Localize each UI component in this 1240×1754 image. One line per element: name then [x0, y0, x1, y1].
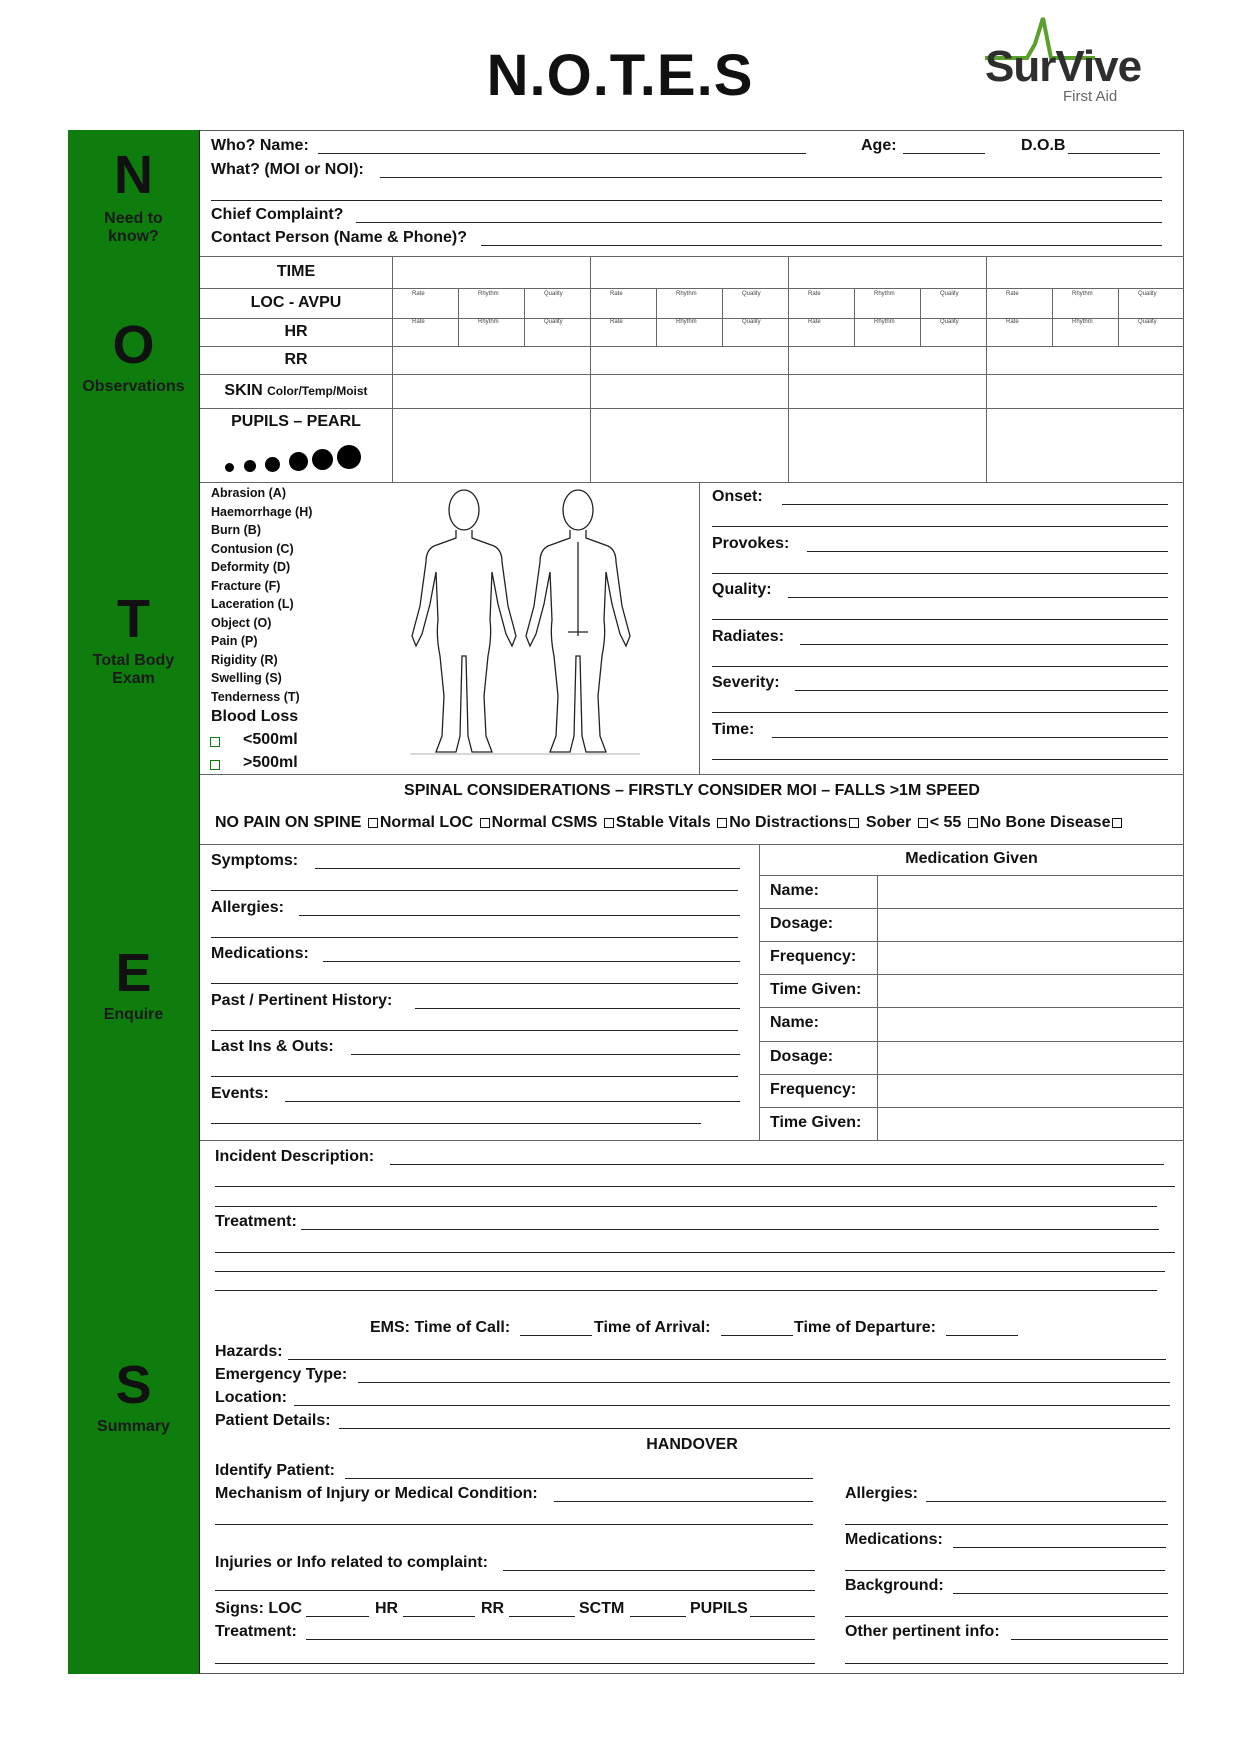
spinal-stable-vitals-checkbox[interactable] — [717, 818, 727, 828]
medication-row-input[interactable] — [878, 1075, 1183, 1106]
spinal-under-55-checkbox[interactable] — [968, 818, 978, 828]
medication-row-input[interactable] — [878, 876, 1183, 907]
ems-departure-label: Time of Departure: — [794, 1319, 936, 1336]
enquire-field-label: Events: — [211, 1084, 269, 1102]
ems-arrival-input[interactable] — [721, 1335, 793, 1336]
medication-row-input[interactable] — [878, 975, 1183, 1006]
handover-title: HANDOVER — [646, 1436, 738, 1453]
ems-arrival-label: Time of Arrival: — [594, 1319, 711, 1336]
incident-input-line3[interactable] — [215, 1206, 1157, 1207]
medication-row-label: Time Given: — [770, 981, 862, 999]
opqrst-label: Severity: — [712, 674, 780, 691]
enquire-field-input[interactable] — [299, 915, 740, 916]
grid-line — [699, 482, 700, 774]
handover-background-input[interactable] — [953, 1593, 1168, 1594]
opqrst-input-line2[interactable] — [712, 619, 1168, 620]
injury-legend-item: Pain (P) — [211, 634, 258, 648]
medication-row-label: Dosage: — [770, 1047, 834, 1065]
enquire-field-label: Symptoms: — [211, 852, 299, 869]
grid-line — [200, 408, 1184, 409]
location-label: Location: — [215, 1389, 287, 1406]
rr-rate-sublabel: Rate — [808, 319, 821, 325]
patient-details-label: Patient Details: — [215, 1412, 331, 1429]
incident-input[interactable] — [390, 1164, 1164, 1165]
patient-details-input[interactable] — [339, 1428, 1170, 1429]
injury-legend-item: Deformity (D) — [211, 560, 291, 574]
spinal-no-distractions-checkbox[interactable] — [849, 818, 859, 828]
pupil-size-dot — [337, 445, 361, 469]
handover-medications-label: Medications: — [845, 1531, 943, 1548]
enquire-field-input[interactable] — [415, 1008, 740, 1009]
pupil-size-dot — [244, 460, 256, 472]
injury-legend-item: Laceration (L) — [211, 597, 294, 611]
page-title: N.O.T.E.S — [486, 43, 754, 108]
opqrst-label: Onset: — [712, 488, 763, 505]
grid-line — [656, 288, 657, 346]
treatment-label: Treatment: — [215, 1213, 297, 1230]
signs-loc-input[interactable] — [306, 1616, 369, 1617]
signs-rr-input[interactable] — [509, 1616, 575, 1617]
hr-rhythm-sublabel: Rhythm — [1072, 291, 1093, 297]
injuries-info-input[interactable] — [503, 1570, 815, 1571]
mechanism-label: Mechanism of Injury or Medical Condition: — [215, 1485, 538, 1502]
section-t-letter: T — [117, 589, 150, 649]
spinal-title: SPINAL CONSIDERATIONS – FIRSTLY CONSIDER MOI – FALLS >1M SPEED — [404, 782, 980, 799]
spinal-opt-label: No Bone Disease — [979, 814, 1111, 831]
dob-label: D.O.B — [1021, 137, 1066, 154]
signs-pupils-input[interactable] — [750, 1616, 815, 1617]
section-e-band — [68, 844, 200, 1140]
medication-row-label: Time Given: — [770, 1113, 862, 1131]
enquire-field-input-line2[interactable] — [211, 1123, 701, 1124]
signs-rr-label: RR — [481, 1600, 505, 1617]
divider — [200, 482, 1184, 483]
ems-departure-input[interactable] — [946, 1335, 1018, 1336]
spinal-opt-label: < 55 — [929, 814, 962, 831]
section-n-label: Need to know? — [104, 210, 163, 245]
enquire-field-input-line2[interactable] — [211, 1076, 738, 1077]
handover-medications-input[interactable] — [953, 1547, 1166, 1548]
rr-rate-sublabel: Rate — [610, 319, 623, 325]
grid-line — [458, 288, 459, 346]
rr-rate-sublabel: Rate — [412, 319, 425, 325]
blood-loss-high-label: >500ml — [243, 754, 298, 771]
opqrst-input[interactable] — [788, 597, 1168, 598]
hr-quality-sublabel: Quality — [544, 291, 563, 297]
section-o-letter: O — [112, 315, 155, 375]
age-input[interactable] — [903, 153, 985, 154]
identify-patient-input[interactable] — [345, 1478, 813, 1479]
logo-brand: SurVive — [985, 42, 1142, 91]
rr-rhythm-sublabel: Rhythm — [676, 319, 697, 325]
signs-pupils-label: PUPILS — [690, 1600, 748, 1617]
skin-sublabel: Color/Temp/Moist — [267, 384, 368, 398]
handover-other-input-line2[interactable] — [845, 1663, 1168, 1664]
spinal-no-pain-label: NO PAIN ON SPINE — [215, 814, 362, 831]
spinal-sober-checkbox[interactable] — [918, 818, 928, 828]
grid-line — [200, 346, 1184, 347]
skin-label: SKIN — [224, 382, 263, 399]
enquire-field-label: Medications: — [211, 945, 309, 962]
hr-row-label: HR — [284, 323, 308, 340]
pupil-size-dot — [289, 452, 308, 471]
injury-legend-item: Swelling (S) — [211, 671, 282, 685]
handover-medications-input-line2[interactable] — [845, 1570, 1165, 1571]
treatment-input-line4[interactable] — [215, 1290, 1157, 1291]
grid-line — [722, 288, 723, 346]
section-o-band — [68, 256, 200, 482]
signs-loc-label: Signs: LOC — [215, 1600, 303, 1617]
enquire-field-input[interactable] — [351, 1054, 740, 1055]
handover-allergies-label: Allergies: — [845, 1485, 918, 1502]
treatment2-label: Treatment: — [215, 1623, 297, 1640]
what-label: What? (MOI or NOI): — [211, 161, 364, 178]
incident-label: Incident Description: — [215, 1148, 375, 1165]
medication-given-title: Medication Given — [905, 850, 1038, 867]
location-input[interactable] — [294, 1405, 1170, 1406]
contact-label: Contact Person (Name & Phone)? — [211, 229, 468, 246]
grid-line — [524, 288, 525, 346]
handover-background-label: Background: — [845, 1577, 944, 1594]
grid-line — [788, 256, 789, 482]
opqrst-input-line2[interactable] — [712, 526, 1168, 527]
chief-label: Chief Complaint? — [211, 206, 344, 223]
what-input-line2[interactable] — [211, 200, 1162, 201]
opqrst-input[interactable] — [800, 644, 1168, 645]
opqrst-input[interactable] — [807, 551, 1168, 552]
identify-patient-label: Identify Patient: — [215, 1462, 336, 1479]
hr-rate-sublabel: Rate — [610, 291, 623, 297]
handover-allergies-input[interactable] — [926, 1501, 1166, 1502]
injury-legend-item: Object (O) — [211, 615, 272, 630]
grid-line — [200, 288, 1184, 289]
injury-legend-item: Burn (B) — [211, 523, 261, 537]
medication-row-label: Name: — [770, 1014, 819, 1032]
section-s-band — [68, 1140, 200, 1674]
injury-legend-item: Rigidity (R) — [211, 652, 278, 667]
enquire-field-input-line2[interactable] — [211, 890, 738, 891]
contact-input[interactable] — [481, 245, 1162, 246]
grid-line — [759, 844, 760, 1140]
loc-row-label: LOC - AVPU — [250, 294, 342, 311]
section-e-letter: E — [115, 943, 152, 1003]
signs-sctm-input[interactable] — [630, 1616, 686, 1617]
emergency-type-input[interactable] — [358, 1382, 1170, 1383]
signs-sctm-label: SCTM — [579, 1600, 625, 1617]
medication-row-input[interactable] — [878, 1042, 1183, 1073]
hr-rhythm-sublabel: Rhythm — [676, 291, 697, 297]
mechanism-input[interactable] — [554, 1501, 813, 1502]
spinal-opt-label: Sober — [865, 814, 912, 831]
rr-quality-sublabel: Quality — [742, 319, 761, 325]
spinal-opt-label: Normal LOC — [379, 814, 474, 831]
section-n-band — [68, 130, 200, 256]
injury-legend-item: Haemorrhage (H) — [211, 504, 313, 519]
enquire-field-label: Past / Pertinent History: — [211, 991, 393, 1009]
spinal-opt-label: No Distractions — [729, 814, 848, 831]
grid-line — [1118, 288, 1119, 346]
medication-row-label: Frequency: — [770, 1080, 857, 1098]
hr-rate-sublabel: Rate — [412, 291, 425, 297]
injury-legend-item: Contusion (C) — [211, 541, 294, 556]
what-input[interactable] — [380, 177, 1162, 178]
incident-input-line2[interactable] — [215, 1186, 1175, 1187]
dob-input[interactable] — [1068, 153, 1160, 154]
divider — [200, 256, 1184, 257]
spinal-normal-loc-checkbox[interactable] — [480, 818, 490, 828]
handover-allergies-input-line2[interactable] — [845, 1524, 1168, 1525]
divider — [200, 844, 1184, 845]
chief-input[interactable] — [356, 222, 1162, 223]
pupil-size-dot — [265, 457, 280, 472]
opqrst-input[interactable] — [782, 504, 1168, 505]
divider — [200, 774, 1184, 775]
opqrst-label: Provokes: — [712, 534, 790, 552]
rr-rhythm-sublabel: Rhythm — [1072, 319, 1093, 325]
treatment-input-line3[interactable] — [215, 1271, 1165, 1272]
signs-hr-label: HR — [375, 1600, 399, 1617]
rr-row-label: RR — [284, 351, 308, 368]
grid-line — [392, 256, 393, 482]
section-s-label: Summary — [97, 1418, 170, 1435]
medication-row-input[interactable] — [878, 1108, 1183, 1139]
hazards-label: Hazards: — [215, 1343, 283, 1360]
spinal-options — [215, 814, 1124, 832]
opqrst-label: Radiates: — [712, 627, 785, 645]
spinal-opt-label: Normal CSMS — [491, 814, 598, 831]
body-diagram — [400, 486, 650, 761]
who-label: Who? Name: — [211, 137, 309, 154]
ems-call-input[interactable] — [520, 1335, 592, 1336]
section-t-label: Total Body Exam — [92, 652, 175, 687]
enquire-field-label: Allergies: — [211, 898, 284, 916]
enquire-field-input[interactable] — [323, 961, 740, 962]
emergency-type-label: Emergency Type: — [215, 1366, 348, 1383]
grid-line — [920, 288, 921, 346]
hr-rhythm-sublabel: Rhythm — [874, 291, 895, 297]
spinal-normal-csms-checkbox[interactable] — [604, 818, 614, 828]
age-label: Age: — [861, 137, 897, 154]
grid-line — [200, 374, 1184, 375]
mechanism-input-line2[interactable] — [215, 1524, 813, 1525]
section-t-band — [68, 482, 200, 844]
rr-rhythm-sublabel: Rhythm — [478, 319, 499, 325]
medication-row-label: Dosage: — [770, 915, 834, 933]
enquire-field-label: Last Ins & Outs: — [211, 1038, 334, 1055]
injury-legend-item: Fracture (F) — [211, 578, 281, 593]
injury-legend-item: Tenderness (T) — [211, 689, 300, 704]
spinal-no-pain-checkbox[interactable] — [368, 818, 378, 828]
enquire-field-input-line2[interactable] — [211, 983, 738, 984]
hr-quality-sublabel: Quality — [1138, 291, 1157, 297]
enquire-field-input-line2[interactable] — [211, 937, 738, 938]
opqrst-label: Quality: — [712, 581, 772, 598]
grid-line — [590, 256, 591, 482]
rr-rhythm-sublabel: Rhythm — [874, 319, 895, 325]
opqrst-input[interactable] — [772, 737, 1168, 738]
medication-row-label: Frequency: — [770, 948, 857, 966]
hazards-input[interactable] — [288, 1359, 1166, 1360]
opqrst-input[interactable] — [795, 690, 1168, 691]
spinal-no-bone-disease-checkbox[interactable] — [1112, 818, 1122, 828]
grid-line — [986, 256, 987, 482]
blood-loss-high-checkbox[interactable] — [208, 756, 222, 774]
opqrst-input-line2[interactable] — [712, 759, 1168, 760]
rr-quality-sublabel: Quality — [544, 319, 563, 325]
enquire-field-input[interactable] — [315, 868, 740, 869]
hr-rhythm-sublabel: Rhythm — [478, 291, 499, 297]
time-row-label: TIME — [276, 263, 316, 280]
opqrst-input-line2[interactable] — [712, 573, 1168, 574]
signs-hr-input[interactable] — [403, 1616, 475, 1617]
handover-other-label: Other pertinent info: — [845, 1623, 1000, 1640]
grid-line — [854, 288, 855, 346]
medication-row-input[interactable] — [878, 942, 1183, 973]
treatment-input[interactable] — [301, 1229, 1159, 1230]
opqrst-input-line2[interactable] — [712, 666, 1168, 667]
injury-legend-item: Abrasion (A) — [211, 486, 286, 500]
medication-row-input[interactable] — [878, 909, 1183, 940]
opqrst-label: Time: — [712, 720, 755, 738]
injuries-info-label: Injuries or Info related to complaint: — [215, 1554, 488, 1571]
hr-quality-sublabel: Quality — [742, 291, 761, 297]
treatment2-input-line2[interactable] — [215, 1663, 815, 1664]
pupil-size-dot — [312, 449, 333, 470]
hr-rate-sublabel: Rate — [1006, 291, 1019, 297]
rr-quality-sublabel: Quality — [940, 319, 959, 325]
body-back-figure — [526, 490, 630, 752]
medication-row-input[interactable] — [878, 1008, 1183, 1039]
section-n-letter: N — [114, 145, 153, 205]
enquire-field-input-line2[interactable] — [211, 1030, 738, 1031]
ems-call-label: EMS: Time of Call: — [370, 1319, 511, 1336]
medication-row-label: Name: — [770, 882, 819, 899]
grid-line — [1052, 288, 1053, 346]
logo-sub: First Aid — [1063, 88, 1118, 105]
divider — [200, 1140, 1184, 1141]
section-s-letter: S — [115, 1355, 152, 1415]
section-e-label: Enquire — [103, 1006, 164, 1023]
spinal-opt-label: Stable Vitals — [615, 814, 711, 831]
rr-quality-sublabel: Quality — [1138, 319, 1157, 325]
hr-quality-sublabel: Quality — [940, 291, 959, 297]
who-input[interactable] — [318, 153, 806, 154]
opqrst-input-line2[interactable] — [712, 712, 1168, 713]
injuries-info-input-line2[interactable] — [215, 1590, 815, 1591]
blood-loss-low-checkbox[interactable] — [208, 733, 222, 751]
handover-other-input[interactable] — [1011, 1639, 1168, 1640]
blood-loss-label: Blood Loss — [211, 708, 299, 725]
pupil-size-dot — [225, 463, 234, 472]
section-o-label: Observations — [82, 378, 185, 395]
rr-rate-sublabel: Rate — [1006, 319, 1019, 325]
handover-background-input-line2[interactable] — [845, 1616, 1168, 1617]
pupils-row-label: PUPILS – PEARL — [231, 413, 361, 430]
blood-loss-low-label: <500ml — [243, 731, 298, 748]
skin-row-label — [200, 382, 392, 400]
body-front-figure — [412, 490, 516, 752]
enquire-field-input[interactable] — [285, 1101, 740, 1102]
treatment2-input[interactable] — [306, 1639, 815, 1640]
brand-logo — [985, 14, 1142, 105]
treatment-input-line2[interactable] — [215, 1252, 1175, 1253]
hr-rate-sublabel: Rate — [808, 291, 821, 297]
